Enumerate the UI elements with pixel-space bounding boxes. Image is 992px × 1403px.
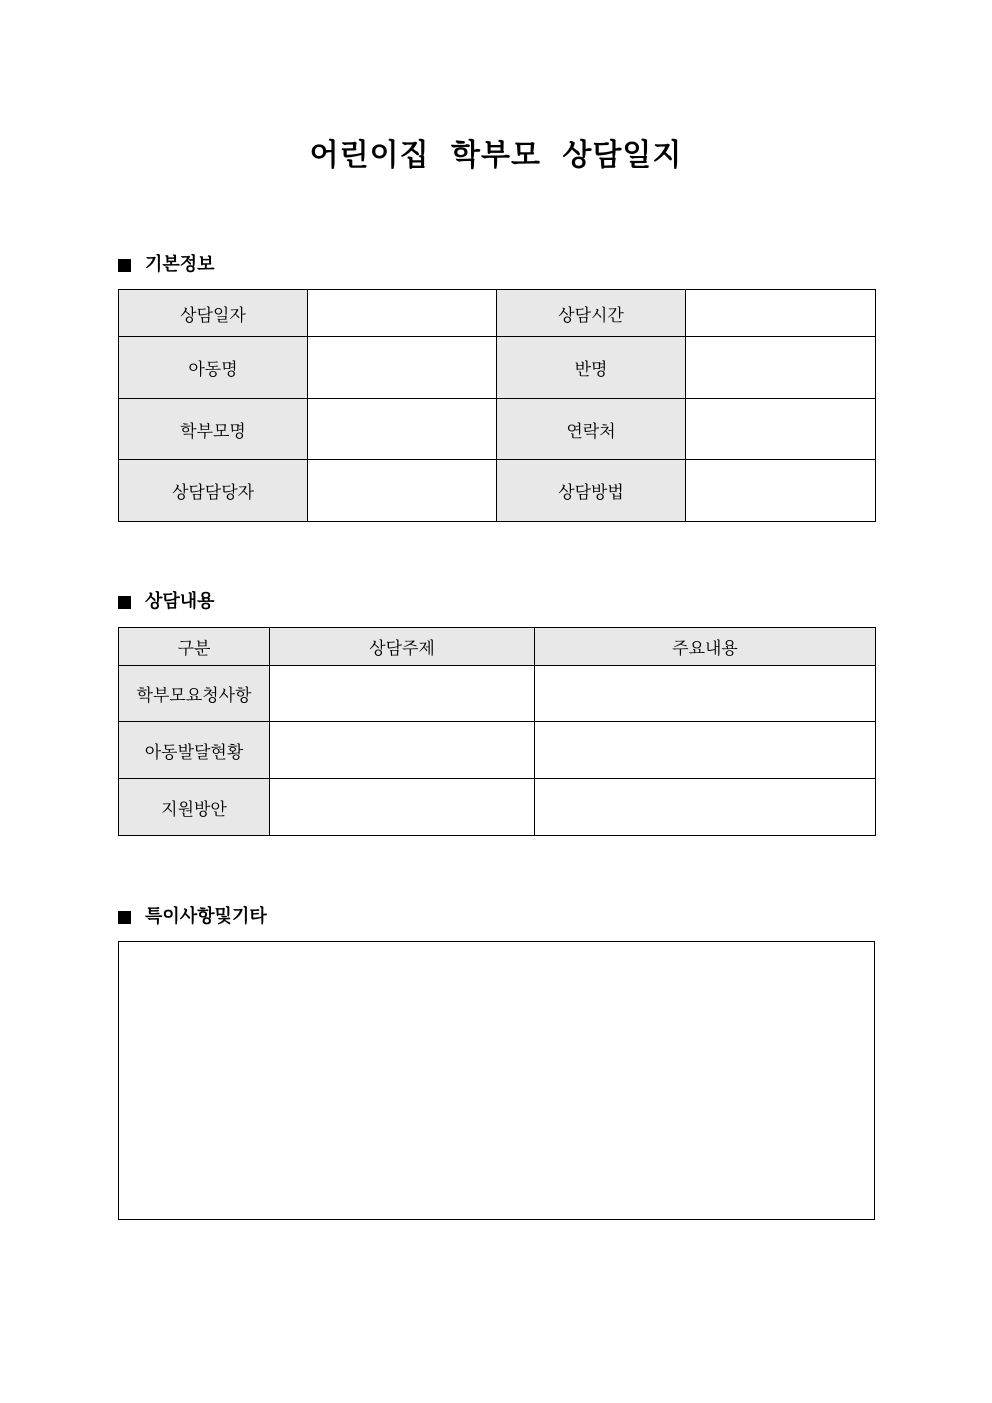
notes-heading xyxy=(118,905,267,929)
support-plan-content-field[interactable] xyxy=(535,779,876,836)
basic-info-heading-label: 기본정보 xyxy=(145,254,215,275)
basic-info-heading xyxy=(118,253,215,277)
counselor-label: 상담담당자 xyxy=(119,460,308,522)
square-bullet-icon xyxy=(118,911,131,924)
class-name-field[interactable] xyxy=(686,337,876,399)
contact-field[interactable] xyxy=(686,399,876,460)
notes-heading-label: 특이사항및기타 xyxy=(145,906,267,927)
table-row xyxy=(119,779,876,836)
consult-time-label: 상담시간 xyxy=(497,290,686,337)
basic-info-table xyxy=(118,289,876,522)
contact-label: 연락처 xyxy=(497,399,686,460)
table-row xyxy=(119,666,876,722)
parent-name-label: 학부모명 xyxy=(119,399,308,460)
column-header-category: 구분 xyxy=(119,628,270,666)
child-name-label: 아동명 xyxy=(119,337,308,399)
child-name-field[interactable] xyxy=(308,337,497,399)
table-row xyxy=(119,722,876,779)
support-plan-topic-field[interactable] xyxy=(270,779,535,836)
parent-name-field[interactable] xyxy=(308,399,497,460)
square-bullet-icon xyxy=(118,596,131,609)
parent-request-label: 학부모요청사항 xyxy=(119,666,270,722)
class-name-label: 반명 xyxy=(497,337,686,399)
child-development-topic-field[interactable] xyxy=(270,722,535,779)
table-row xyxy=(119,337,876,399)
table-row xyxy=(119,460,876,522)
column-header-topic: 상담주제 xyxy=(270,628,535,666)
consult-date-field[interactable] xyxy=(308,290,497,337)
consult-time-field[interactable] xyxy=(686,290,876,337)
consultation-heading-label: 상담내용 xyxy=(145,591,215,612)
parent-request-topic-field[interactable] xyxy=(270,666,535,722)
table-row xyxy=(119,399,876,460)
counselor-field[interactable] xyxy=(308,460,497,522)
page-title: 어린이집 학부모 상담일지 xyxy=(309,138,683,173)
child-development-label: 아동발달현황 xyxy=(119,722,270,779)
child-development-content-field[interactable] xyxy=(535,722,876,779)
consult-method-field[interactable] xyxy=(686,460,876,522)
table-header-row xyxy=(119,628,876,666)
consult-method-label: 상담방법 xyxy=(497,460,686,522)
notes-field[interactable] xyxy=(118,941,875,1220)
table-row xyxy=(119,290,876,337)
column-header-content: 주요내용 xyxy=(535,628,876,666)
parent-request-content-field[interactable] xyxy=(535,666,876,722)
consult-date-label: 상담일자 xyxy=(119,290,308,337)
consultation-heading xyxy=(118,590,215,614)
consultation-table xyxy=(118,627,876,836)
support-plan-label: 지원방안 xyxy=(119,779,270,836)
square-bullet-icon xyxy=(118,259,131,272)
